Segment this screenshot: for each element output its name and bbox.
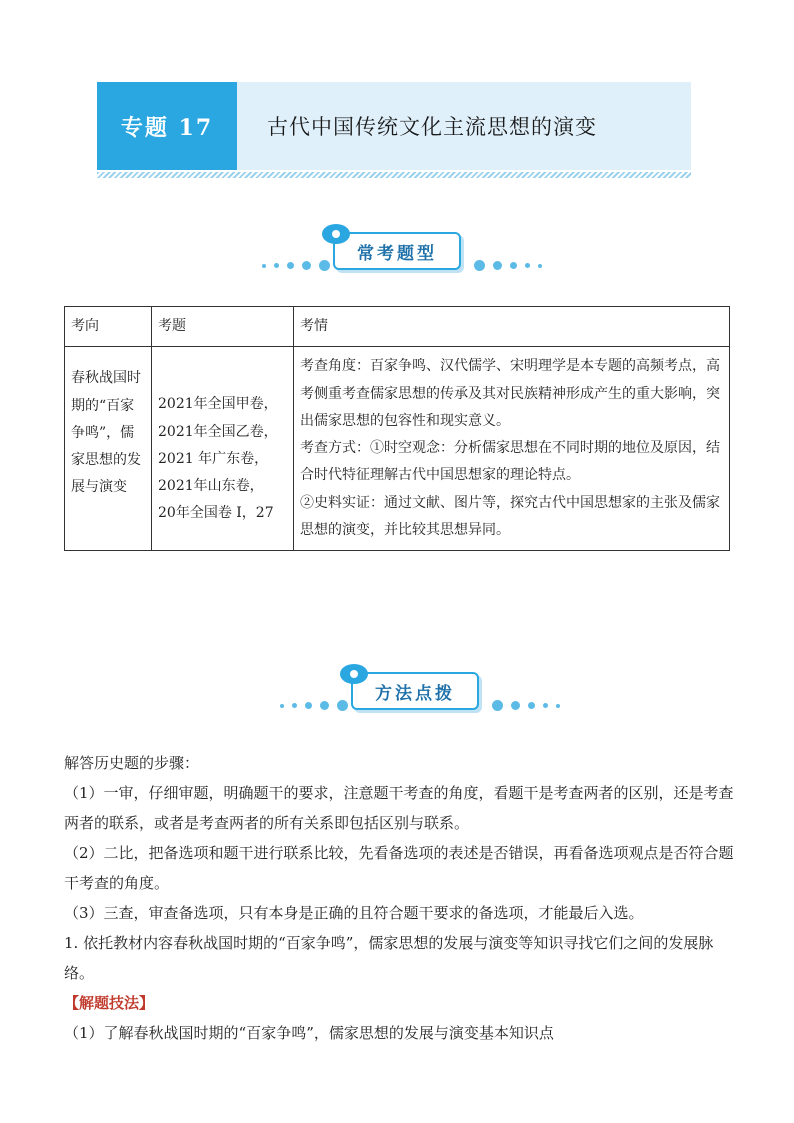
section-header-common-questions bbox=[0, 222, 794, 282]
paper-item: 20年全国卷 I，27 bbox=[158, 505, 274, 522]
method-step-1: （1）一审，仔细审题，明确题干的要求，注意题干考查的角度，看题干是考查两者的区别，还是考查两者的联系，或者是考查两者的所有关系即包括区别与联系。 bbox=[64, 784, 734, 832]
topic-banner bbox=[97, 82, 691, 170]
eye-icon bbox=[322, 224, 350, 244]
page-title: 古代中国传统文化主流思想的演变 bbox=[267, 115, 597, 139]
table-header-questions: 考题 bbox=[152, 307, 294, 347]
table-header-row bbox=[65, 307, 730, 347]
method-intro: 解答历史题的步骤： bbox=[64, 754, 200, 772]
decor-dots-left bbox=[280, 700, 348, 711]
paper-item: 2021年山东卷， bbox=[158, 478, 264, 495]
section-label: 常考题型 bbox=[357, 243, 437, 264]
section-label: 方法点拨 bbox=[375, 683, 455, 704]
table-row bbox=[65, 347, 730, 551]
technique-heading: 【解题技法】 bbox=[64, 994, 155, 1012]
section-label-pill bbox=[333, 232, 461, 270]
exam-table bbox=[64, 306, 730, 551]
method-point-1: 1. 依托教材内容春秋战国时期的“百家争鸣”，儒家思想的发展与演变等知识寻找它们之间的发展脉络。 bbox=[64, 934, 714, 982]
decor-dots-right bbox=[492, 700, 560, 711]
table-header-direction: 考向 bbox=[65, 307, 152, 347]
analysis-evidence: ②史料实证：通过文献、图片等，探究古代中国思想家的主张及儒家思想的演变，并比较其思想异同。 bbox=[300, 494, 720, 539]
paper-item: 2021年全国甲卷， bbox=[158, 396, 278, 413]
method-step-3: （3）三查，审查备选项，只有本身是正确的且符合题干要求的备选项，才能最后入选。 bbox=[64, 904, 644, 922]
technique-item-1: （1）了解春秋战国时期的“百家争鸣”，儒家思想的发展与演变基本知识点 bbox=[64, 1024, 554, 1042]
decor-dots-right bbox=[474, 260, 542, 271]
table-cell-analysis bbox=[294, 347, 730, 551]
method-step-2: （2）二比，把备选项和题干进行联系比较，先看备选项的表述是否错误，再看备选项观点是否符合题干考查的角度。 bbox=[64, 844, 734, 892]
decor-dots-left bbox=[262, 260, 330, 271]
table-cell-subject: 春秋战国时期的“百家争鸣”，儒家思想的发展与演变 bbox=[65, 347, 152, 551]
analysis-angle: 考查角度：百家争鸣、汉代儒学、宋明理学是本专题的高频考点，高考侧重考查儒家思想的传承及其对民族精神形成产生的重大影响，突出儒家思想的包容性和现实意义。 bbox=[300, 358, 720, 429]
eye-icon bbox=[340, 664, 368, 684]
table-cell-papers bbox=[152, 347, 294, 551]
paper-item: 2021年全国乙卷， bbox=[158, 423, 278, 440]
paper-item: 2021 年广东卷， bbox=[158, 450, 269, 467]
section-header-methods bbox=[0, 662, 794, 722]
banner-divider bbox=[97, 172, 691, 178]
analysis-method: 考查方式：①时空观念：分析儒家思想在不同时期的地位及原因，结合时代特征理解古代中国思想家的理论特点。 bbox=[300, 440, 720, 484]
topic-number-tag: 专题 17 bbox=[97, 82, 237, 170]
table-header-analysis: 考情 bbox=[294, 307, 730, 347]
section-label-pill bbox=[351, 672, 479, 710]
method-body bbox=[64, 748, 734, 1048]
